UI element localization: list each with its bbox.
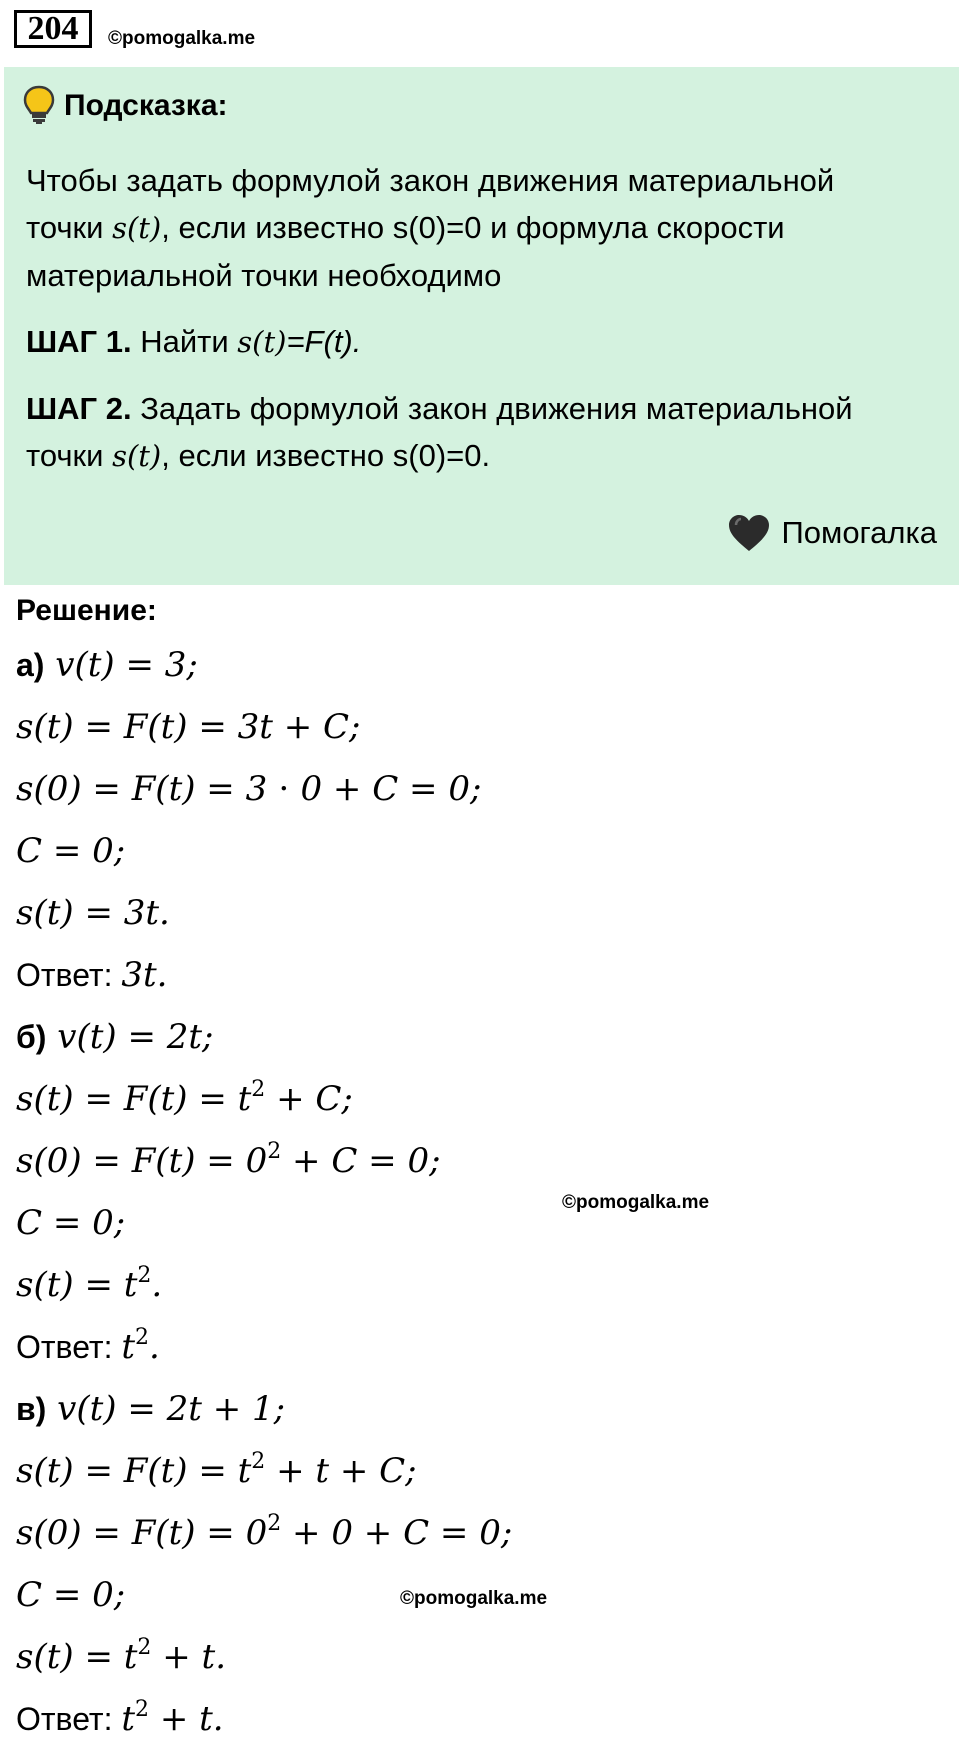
part-c-line-1: в) v(t) = 2t + 1; [16, 1389, 286, 1429]
part-c-answer: Ответ: $t^2 + t$. [16, 1697, 224, 1739]
watermark-middle: ©pomogalka.me [562, 1192, 710, 1213]
solution [16, 588, 946, 1750]
part-b-line-1: б) v(t) = 2t; [16, 1017, 214, 1057]
part-b-line-3: $s(0) = F(t) = 0^2 + C = 0$; [16, 1139, 441, 1181]
brand [727, 511, 937, 555]
watermark-top: ©pomogalka.me [108, 28, 256, 49]
part-c-line-3: $s(0) = F(t) = 0^2 + 0 + C = 0$; [16, 1511, 513, 1553]
part-a-line-2: s(t) = F(t) = 3t + C; [16, 707, 361, 747]
problem-number: 204 [14, 10, 92, 48]
hint-intro-line-2: точки s(t), если известно s(0)=0 и формула скорости [26, 210, 785, 245]
hint-step-1: ШАГ 1. Найти s(t)=F(t). [26, 324, 362, 359]
lightbulb-icon [22, 85, 56, 125]
hint-intro-line-1: Чтобы задать формулой закон движения материальной [26, 163, 835, 198]
part-c-line-5: $s(t) = t^2 + t$. [16, 1635, 226, 1677]
hint-box [4, 67, 959, 585]
part-b-line-5: $s(t) = t^2$. [16, 1263, 163, 1305]
hint-step-2: ШАГ 2. Задать формулой закон движения материальной [26, 391, 853, 426]
hint-title: Подсказка: [64, 89, 228, 122]
part-c-line-2: $s(t) = F(t) = t^2 + t + C$; [16, 1449, 417, 1491]
brand-name: Помогалка [781, 515, 937, 550]
part-a-line-3: s(0) = F(t) = 3 ⋅ 0 + C = 0; [16, 769, 482, 809]
part-a-answer: Ответ: 3t. [16, 955, 168, 995]
part-a-line-1: а) v(t) = 3; [16, 645, 198, 685]
part-a-line-5: s(t) = 3t. [16, 893, 170, 933]
solution-title: Решение: [16, 594, 157, 627]
part-b-line-4: C = 0; [16, 1203, 126, 1243]
watermark-bottom: ©pomogalka.me [400, 1588, 548, 1609]
hint-step-2-cont: точки s(t), если известно s(0)=0. [26, 438, 491, 473]
part-b-answer: Ответ: $t^2$. [16, 1325, 160, 1367]
part-b-line-2: $s(t) = F(t) = t^2 + C$; [16, 1077, 353, 1119]
heart-icon [727, 513, 771, 553]
hint-body [26, 157, 926, 480]
hint-intro-line-3: материальной точки необходимо [26, 258, 502, 293]
part-a-line-4: C = 0; [16, 831, 126, 871]
part-c-line-4: C = 0; [16, 1575, 126, 1615]
